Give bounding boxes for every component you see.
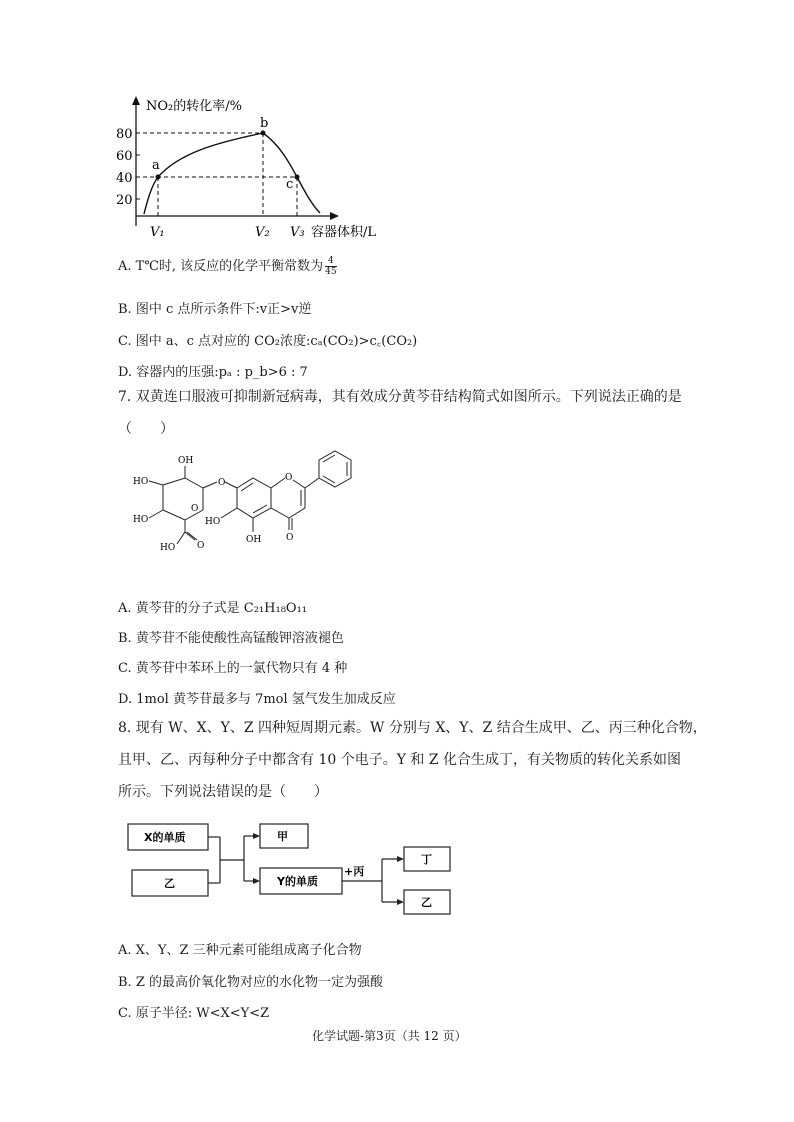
- fraction-numerator: 4: [325, 256, 336, 267]
- y-axis-title: NO₂的转化率/%: [146, 99, 242, 114]
- label-ho-ring-a: HO: [205, 517, 221, 527]
- q8-stem-line3: 所示。下列说法错误的是（ ）: [118, 784, 328, 800]
- q6-option-a-text: A. T℃时, 该反应的化学平衡常数为: [118, 259, 324, 274]
- box-y-elemental: Y的单质: [277, 875, 318, 888]
- box-x-elemental: X的单质: [144, 831, 186, 844]
- q7-option-d: D. 1mol 黄芩苷最多与 7mol 氢气发生加成反应: [118, 692, 396, 707]
- x-tick-v2: V₂: [255, 225, 270, 240]
- x-axis-arrow: [330, 212, 339, 220]
- label-o-link: O: [218, 478, 226, 488]
- box-yi-right: 乙: [421, 896, 432, 909]
- q6-option-b: B. 图中 c 点所示条件下:v正>v逆: [118, 302, 312, 317]
- q7-option-c: C. 黄芩苷中苯环上的一氯代物只有 4 种: [118, 661, 348, 676]
- point-b-label: b: [260, 116, 269, 131]
- box-jia: 甲: [277, 830, 288, 843]
- q6-option-c: C. 图中 a、c 点对应的 CO₂浓度:cₐ(CO₂)>c꜀(CO₂): [118, 334, 418, 349]
- label-o-ring-chromone: O: [285, 473, 293, 483]
- point-a-label: a: [152, 158, 160, 173]
- page-footer: 化学试题-第3页（共 12 页）: [312, 1029, 467, 1043]
- y-tick-80: 80: [116, 127, 133, 142]
- box-yi-left: 乙: [164, 877, 175, 890]
- x-tick-v3: V₃: [290, 225, 305, 240]
- y-tick-60: 60: [116, 149, 133, 164]
- q7-option-b: B. 黄芩苷不能使酸性高锰酸钾溶液褪色: [118, 631, 344, 646]
- label-cooh-ho: HO: [160, 543, 176, 553]
- label-cooh-o: O: [197, 541, 205, 551]
- q8-stem-line1: 8. 现有 W、X、Y、Z 四种短周期元素。W 分别与 X、Y、Z 结合生成甲、乙、丙三种化合物，: [118, 720, 707, 736]
- y-tick-40: 40: [116, 171, 133, 186]
- label-o-ring-sugar: O: [191, 504, 199, 514]
- q8-transformation-diagram: [120, 818, 470, 928]
- q6-option-d: D. 容器内的压强:pₐ : p_b>6 : 7: [118, 365, 308, 380]
- point-c: [295, 175, 300, 180]
- q6-option-a: [118, 255, 337, 277]
- conversion-rate-graph: [110, 90, 410, 245]
- q7-option-a: A. 黄芩苷的分子式是 C₂₁H₁₈O₁₁: [118, 601, 307, 616]
- label-oh-ring-a: OH: [246, 535, 262, 545]
- box-ding: 丁: [421, 853, 432, 866]
- y-tick-20: 20: [116, 193, 133, 208]
- conversion-curve: [144, 133, 320, 214]
- q8-option-b: B. Z 的最高价氧化物对应的水化物一定为强酸: [118, 975, 383, 990]
- x-tick-v1: V₁: [150, 225, 165, 240]
- baicalin-structure: [125, 448, 375, 578]
- point-a: [156, 175, 161, 180]
- q6-option-a-fraction: [325, 256, 336, 277]
- fraction-denominator: 45: [325, 267, 337, 277]
- q8-option-a: A. X、Y、Z 三种元素可能组成离子化合物: [118, 943, 362, 958]
- q8-stem-line2: 且甲、乙、丙每种分子中都含有 10 个电子。Y 和 Z 化合生成丁，有关物质的转化关系如图: [118, 752, 682, 768]
- y-axis-arrow: [132, 96, 140, 105]
- label-oh-top: OH: [178, 456, 194, 466]
- q8-option-c: C. 原子半径: W<X<Y<Z: [118, 1006, 270, 1021]
- label-o-ketone: O: [286, 533, 294, 543]
- q7-answer-paren: （ ）: [118, 421, 174, 437]
- label-ho-left2: HO: [133, 515, 149, 525]
- q7-stem: 7. 双黄连口服液可抑制新冠病毒，其有效成分黄芩苷结构简式如图所示。下列说法正确的是: [118, 389, 682, 405]
- label-ho-left1: HO: [133, 477, 149, 487]
- point-c-label: c: [286, 177, 294, 192]
- arrow-label-plus-bing: +丙: [344, 865, 365, 878]
- x-axis-title: 容器体积/L: [311, 225, 377, 240]
- point-b: [261, 131, 266, 136]
